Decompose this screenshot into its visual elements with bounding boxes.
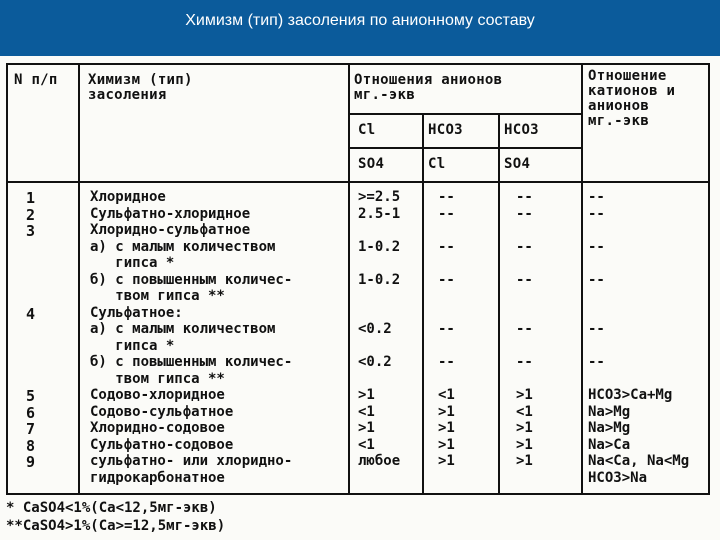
anion1-top: Cl [358,122,376,138]
col-divider [348,65,350,493]
row-number: 1 [26,189,36,207]
row-type: а) с малым количеством [90,238,276,255]
row-cation-ratio: -- [588,271,605,288]
anion3-bottom: SO4 [504,156,531,172]
row-type: а) с малым количеством [90,321,276,337]
header-cations: Отношение катионов и анионов мг.-экв [588,68,676,129]
row-anion-hco3-so4: >1 [516,387,533,403]
row-type: Сульфатно-содовое [90,436,234,453]
row-number: 6 [26,403,36,422]
row-anion-cl-so4: <1 [358,403,375,420]
row-anion-cl-so4: <0.2 [358,354,392,370]
row-type: Хлоридно-сульфатное [90,222,251,238]
row-anion-hco3-so4: >1 [516,420,533,436]
row-anion-hco3-cl: -- [438,271,455,288]
row-anion-cl-so4: >=2.5 [358,189,401,205]
salinity-table [6,63,710,495]
row-cation-ratio: HCO3>Na [588,469,648,486]
row-anion-hco3-cl: -- [438,205,455,222]
row-anion-hco3-cl: >1 [438,436,455,453]
row-type: гидрокарбонатное [90,469,225,486]
row-cation-ratio: Na<Ca, Na<Mg [588,453,690,469]
row-anion-hco3-so4: -- [516,321,533,337]
row-number: 8 [26,436,36,455]
row-anion-hco3-cl: -- [438,321,455,337]
row-number: 5 [26,387,36,405]
row-anion-cl-so4: >1 [358,387,375,403]
row-type: Хлоридно-содовое [90,420,225,436]
row-divider [348,147,581,149]
row-type: твом гипса ** [90,288,225,304]
row-cation-ratio: -- [588,321,605,337]
row-anion-cl-so4: любое [358,453,401,469]
row-anion-hco3-so4: >1 [516,436,533,453]
row-type: Сульфатно-хлоридное [90,205,251,222]
row-type: б) с повышенным количес- [90,354,293,370]
row-divider [348,113,581,115]
anion2-top: HCO3 [428,122,463,138]
row-anion-hco3-so4: >1 [516,453,533,469]
header-anions: Отношения анионов мг.-экв [354,72,503,103]
row-cation-ratio: -- [588,354,605,370]
row-anion-cl-so4: 2.5-1 [358,205,401,222]
col-divider [498,113,500,493]
footnote-2: **CaSO4>1%(Ca>=12,5мг-экв) [6,518,226,534]
row-anion-hco3-so4: -- [516,271,533,288]
row-anion-hco3-cl: -- [438,238,455,255]
anion3-top: HCO3 [504,122,539,138]
row-anion-hco3-cl: >1 [438,403,455,420]
header-type: Химизм (тип) засоления [88,72,193,103]
row-type: гипса * [90,255,175,271]
row-type: Содово-хлоридное [90,387,225,403]
row-type: Содово-сульфатное [90,403,234,420]
row-number: 7 [26,420,36,438]
row-cation-ratio: HCO3>Ca+Mg [588,387,673,403]
row-type: сульфатно- или хлоридно- [90,453,293,469]
row-type: твом гипса ** [90,370,225,387]
row-type: гипса * [90,337,175,354]
row-anion-cl-so4: <0.2 [358,321,392,337]
row-cation-ratio: Na>Mg [588,420,631,436]
row-anion-hco3-cl: <1 [438,387,455,403]
row-anion-cl-so4: 1-0.2 [358,271,401,288]
col-divider [581,65,583,493]
row-type: Сульфатное: [90,304,183,321]
row-anion-hco3-cl: -- [438,354,455,370]
row-cation-ratio: -- [588,189,605,205]
row-anion-hco3-so4: -- [516,354,533,370]
page-title: Химизм (тип) засоления по анионному составу [185,12,535,29]
footnote-1: * CaSO4<1%(Ca<12,5мг-экв) [6,500,217,516]
header-divider [8,181,708,183]
row-anion-hco3-so4: -- [516,205,533,222]
row-anion-hco3-cl: >1 [438,453,455,469]
row-type: Хлоридное [90,189,166,205]
row-anion-hco3-cl: >1 [438,420,455,436]
header-num: N п/п [14,72,58,88]
row-anion-hco3-so4: -- [516,189,533,205]
row-cation-ratio: Na>Ca [588,436,631,453]
row-cation-ratio: -- [588,238,605,255]
row-number: 4 [26,304,36,323]
row-number: 3 [26,222,36,240]
row-type: б) с повышенным количес- [90,271,293,288]
row-cation-ratio: -- [588,205,605,222]
col-divider [422,113,424,493]
row-anion-cl-so4: <1 [358,436,375,453]
row-number: 9 [26,453,36,471]
row-anion-cl-so4: 1-0.2 [358,238,401,255]
row-anion-cl-so4: >1 [358,420,375,436]
row-anion-hco3-cl: -- [438,189,455,205]
row-anion-hco3-so4: -- [516,238,533,255]
anion2-bottom: Cl [428,156,446,172]
row-cation-ratio: Na>Mg [588,403,631,420]
row-number: 2 [26,205,36,224]
row-anion-hco3-so4: <1 [516,403,533,420]
anion1-bottom: SO4 [358,156,385,172]
col-divider [78,65,80,493]
